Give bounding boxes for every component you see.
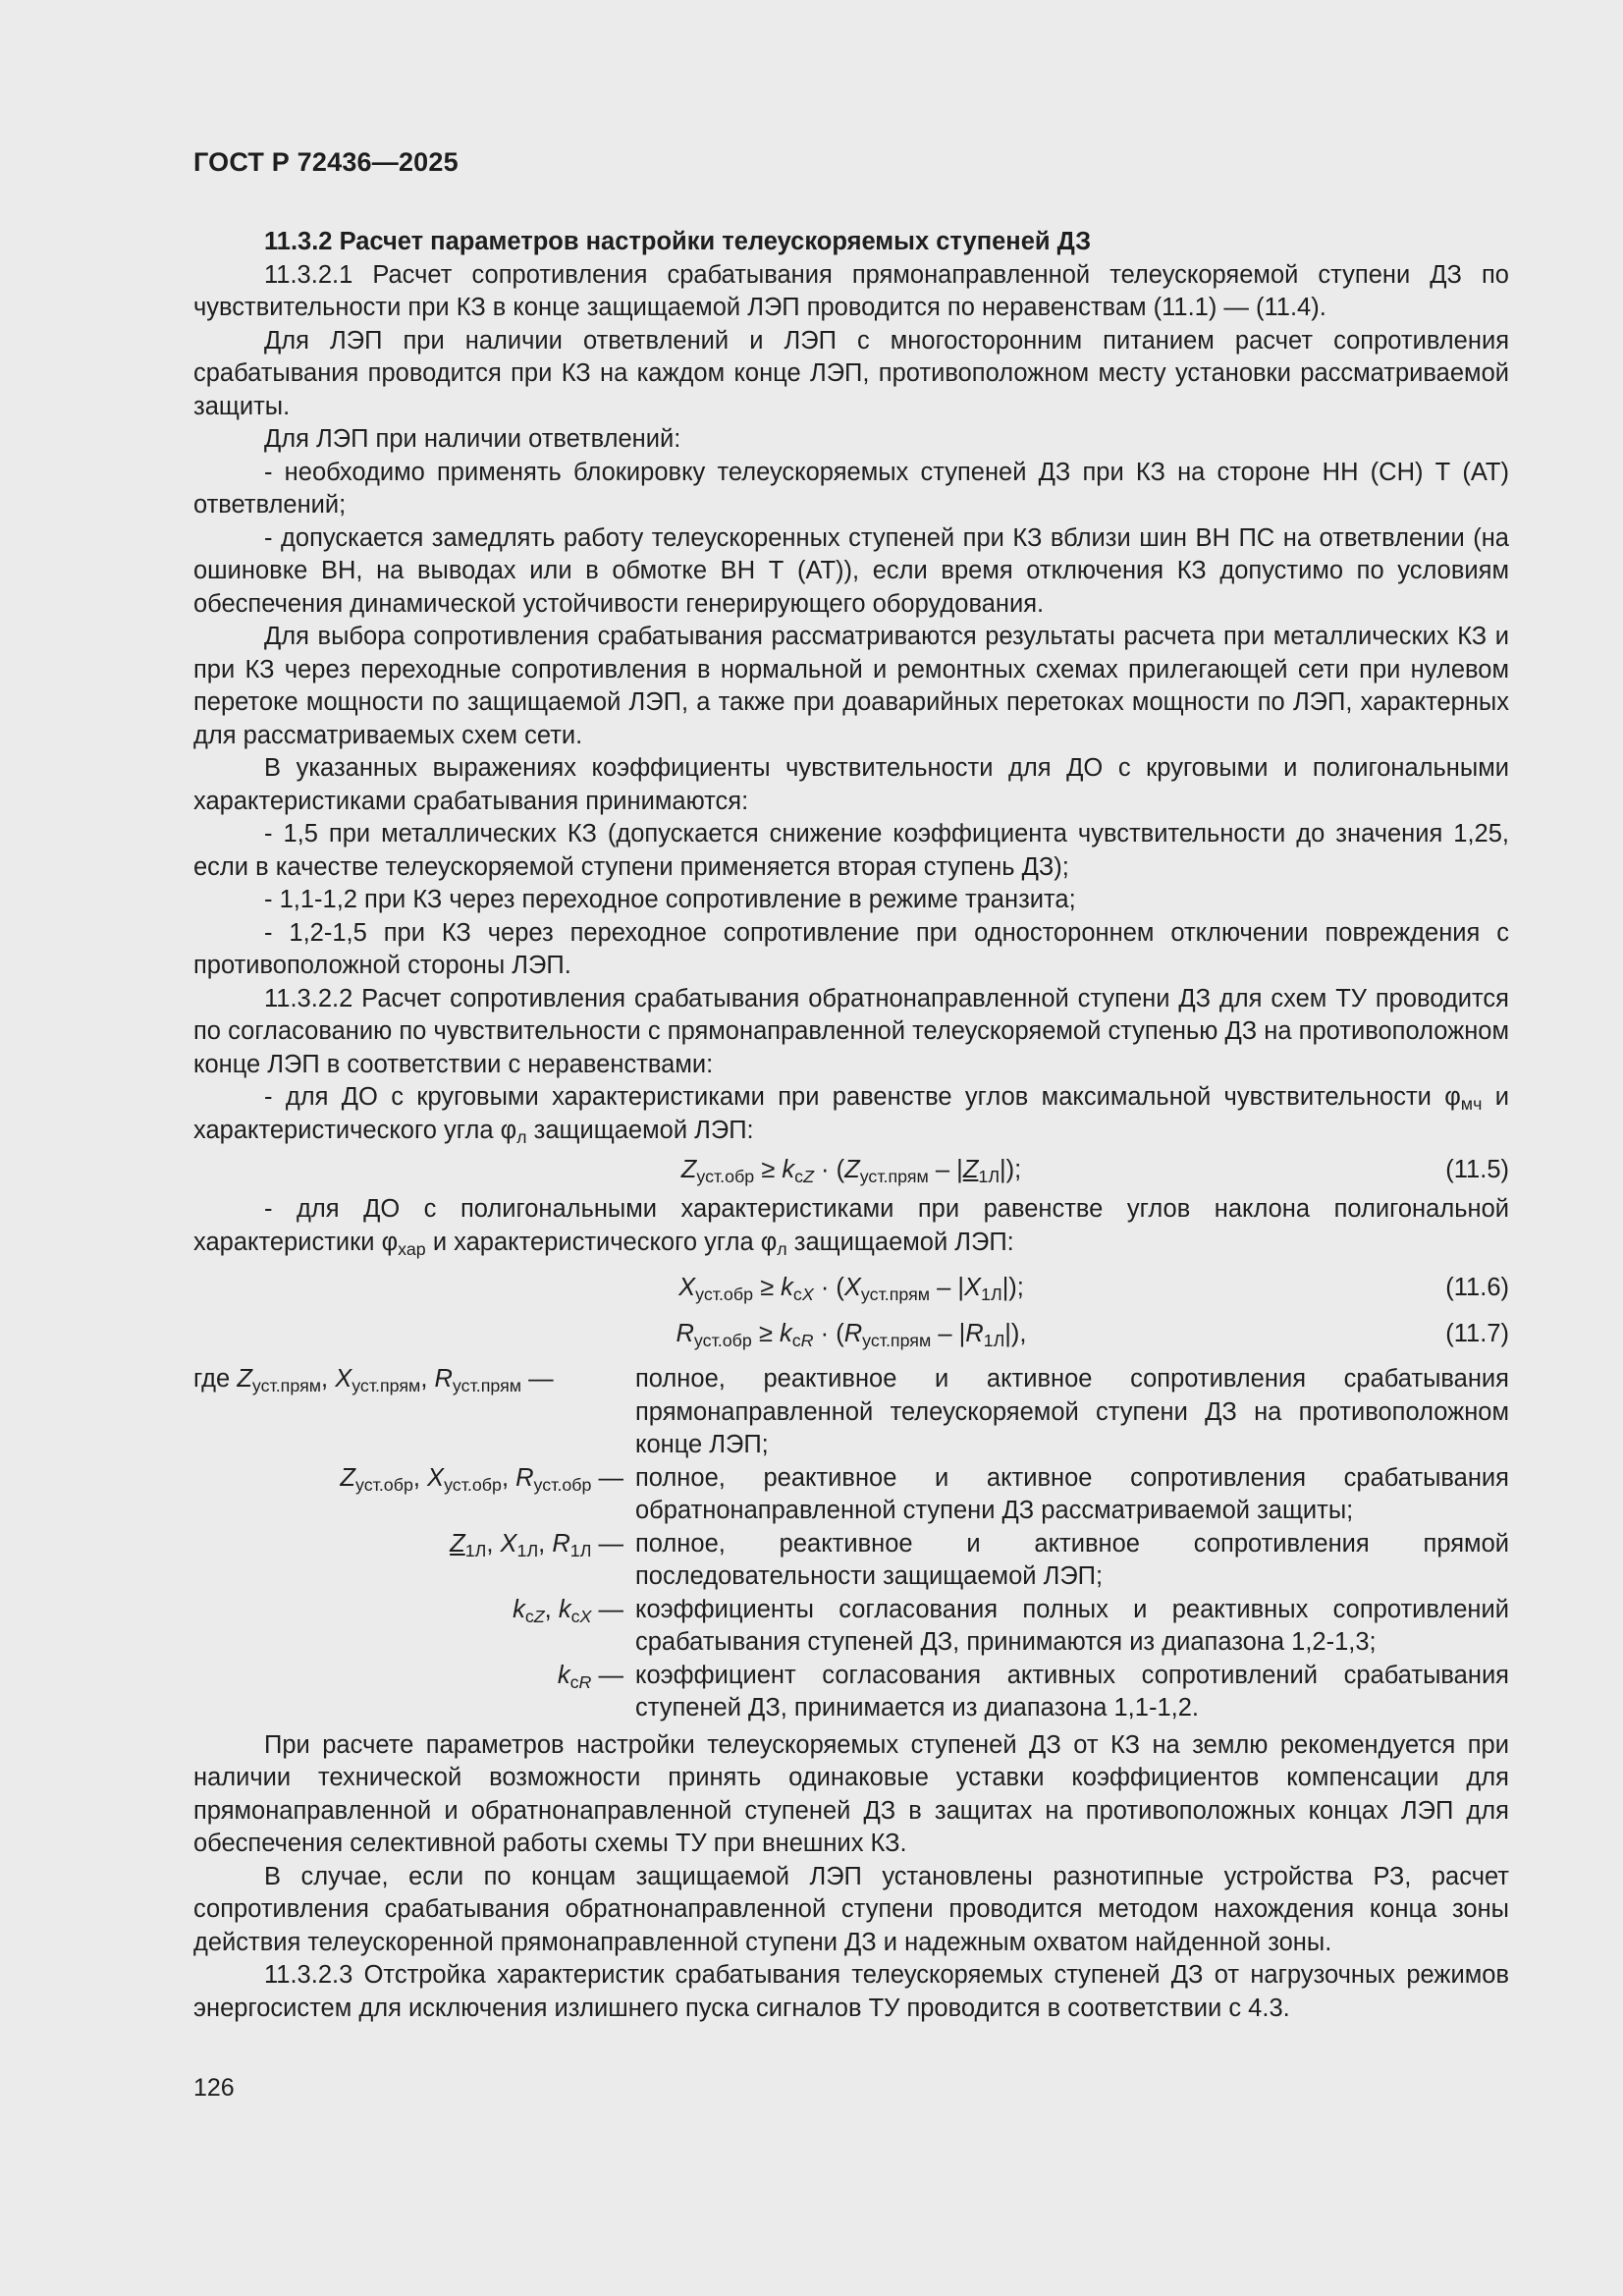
definition-text: полное, реактивное и активное сопротивления прямой последовательности защищаемой ЛЭП;: [635, 1529, 1509, 1590]
formula-number: (11.6): [1445, 1274, 1509, 1301]
definition-text: полное, реактивное и активное сопротивления срабатывания прямонаправленной телеускоряемой ступени ДЗ на противоположном конце ЛЭП;: [635, 1365, 1509, 1458]
definition-item: [193, 1462, 1509, 1528]
paragraph: Для ЛЭП при наличии ответвлений и ЛЭП с многосторонним питанием расчет сопротивления срабатывания проводится при КЗ на каждом конце ЛЭП, противоположном месту установки рассматриваемой защиты.: [193, 326, 1509, 420]
section-heading: 11.3.2 Расчет параметров настройки телеускоряемых ступеней ДЗ: [264, 228, 1092, 255]
definition-item: [193, 1594, 1509, 1660]
paragraph: Для ЛЭП при наличии ответвлений:: [264, 425, 681, 453]
formula-11-5: [193, 1147, 1509, 1193]
definition-text: коэффициенты согласования полных и реактивных сопротивлений срабатывания ступеней ДЗ, принимаются из диапазона 1,2-1,3;: [635, 1595, 1509, 1656]
formula-expression: $X_{уст.обр} \ge k_{сX} \cdot (X_{уст.прям} - |X_{1Л}|)$;: [678, 1274, 1024, 1304]
list-item: - допускается замедлять работу телеускоренных ступеней при КЗ вблизи шин ВН ПС на ответвлении (на ошиновке ВН, на выводах или в обмотке ВН Т (АТ)), если время отключения КЗ допустимо по условиям обеспечения динамической устойчивости генерирующего оборудования.: [193, 523, 1509, 618]
paragraph: При расчете параметров настройки телеускоряемых ступеней ДЗ от КЗ на землю рекомендуется при наличии технической возможности принять одинаковые уставки коэффициентов компенсации для прямонаправленной и обратнонаправленной ступеней ДЗ в защитах на противоположных концах ЛЭП для обеспечения селективной работы схемы ТУ при внешних КЗ.: [193, 1730, 1509, 1857]
page-number: 126: [193, 2074, 235, 2102]
formula-expression: $Z_{уст.обр} \ge k_{сZ} \cdot (Z_{уст.прям} - |Z_{1Л}|)$;: [680, 1156, 1022, 1186]
paragraph: 11.3.2.2 Расчет сопротивления срабатывания обратнонаправленной ступени ДЗ для схем ТУ проводится по согласованию по чувствительности с прямонаправленной телеускоряемой ступенью ДЗ на противоположном конце ЛЭП в соответствии с неравенствами:: [193, 984, 1509, 1078]
definition-text: коэффициент согласования активных сопротивлений срабатывания ступеней ДЗ, принимается из диапазона 1,1-1,2.: [635, 1661, 1509, 1722]
definitions-list: [193, 1363, 1509, 1725]
list-item: - 1,5 при металлических КЗ (допускается снижение коэффициента чувствительности до значения 1,25, если в качестве телеускоряемой ступени применяется вторая ступень ДЗ);: [193, 820, 1509, 881]
formula-11-6: [193, 1265, 1509, 1311]
paragraph: Для выбора сопротивления срабатывания рассматриваются результаты расчета при металлических КЗ и при КЗ через переходные сопротивления в нормальной и ремонтных схемах прилегающей сети при нулевом перетоке мощности по защищаемой ЛЭП, а также при доаварийных перетоках мощности по ЛЭП, характерных для рассматриваемых схем сети.: [193, 623, 1509, 749]
definition-symbol: $k_{сZ}$, $k_{сX}$ —: [513, 1595, 623, 1626]
definition-item: [193, 1660, 1509, 1725]
formula-11-7: [193, 1311, 1509, 1357]
formula-expression: $R_{уст.обр} \ge k_{сR} \cdot (R_{уст.прям} - |R_{1Л}|)$,: [676, 1320, 1027, 1350]
definition-symbol: $Z_{уст.обр}$, $X_{уст.обр}$, $R_{уст.обр}$ —: [340, 1463, 623, 1495]
paragraph: В указанных выражениях коэффициенты чувствительности для ДО с круговыми и полигональными характеристиками срабатывания принимаются:: [193, 754, 1509, 815]
definition-symbol: $k_{сR}$ —: [557, 1661, 623, 1692]
paragraph: 11.3.2.3 Отстройка характеристик срабатывания телеускоряемых ступеней ДЗ от нагрузочных режимов энергосистем для исключения излишнего пуска сигналов ТУ проводится в соответствии с 4.3.: [193, 1961, 1509, 2022]
document-header: ГОСТ Р 72436—2025: [193, 147, 459, 177]
list-item: - 1,1-1,2 при КЗ через переходное сопротивление в режиме транзита;: [264, 886, 1076, 913]
list-item: - 1,2-1,5 при КЗ через переходное сопротивление при одностороннем отключении повреждения с противоположной стороны ЛЭП.: [193, 918, 1509, 979]
definition-text: полное, реактивное и активное сопротивления срабатывания обратнонаправленной ступени ДЗ рассматриваемой защиты;: [635, 1463, 1509, 1524]
list-item: - для ДО с полигональными характеристиками при равенстве углов наклона полигональной характеристики $\varphi_{хар}$ и характеристического угла $\varphi_л$ защищаемой ЛЭП:: [193, 1195, 1509, 1259]
list-item: - необходимо применять блокировку телеускоряемых ступеней ДЗ при КЗ на стороне НН (СН) Т (АТ) ответвлений;: [193, 458, 1509, 519]
document-body: [193, 226, 1509, 2025]
formula-number: (11.7): [1445, 1320, 1509, 1347]
paragraph: 11.3.2.1 Расчет сопротивления срабатывания прямонаправленной телеускоряемой ступени ДЗ по чувствительности при КЗ в конце защищаемой ЛЭП проводится по неравенствам (11.1) — (11.4).: [193, 260, 1509, 321]
definition-symbol: где $Z_{уст.прям}$, $X_{уст.прям}$, $R_{уст.прям}$ —: [193, 1365, 554, 1395]
paragraph: В случае, если по концам защищаемой ЛЭП установлены разнотипные устройства РЗ, расчет сопротивления срабатывания обратнонаправленной ступени проводится методом нахождения конца зоны действия телеускоренной прямонаправленной ступени ДЗ и надежным охватом найденной зоны.: [193, 1862, 1509, 1956]
list-item: - для ДО с круговыми характеристиками при равенстве углов максимальной чувствительности $\varphi_{мч}$ и характеристического угла $\varphi_л$ защищаемой ЛЭП:: [193, 1083, 1509, 1147]
definition-symbol: $Z_{1Л}$, $X_{1Л}$, $R_{1Л}$ —: [450, 1529, 623, 1560]
formula-number: (11.5): [1445, 1156, 1509, 1183]
definition-item: [193, 1363, 1509, 1462]
definition-item: [193, 1528, 1509, 1594]
